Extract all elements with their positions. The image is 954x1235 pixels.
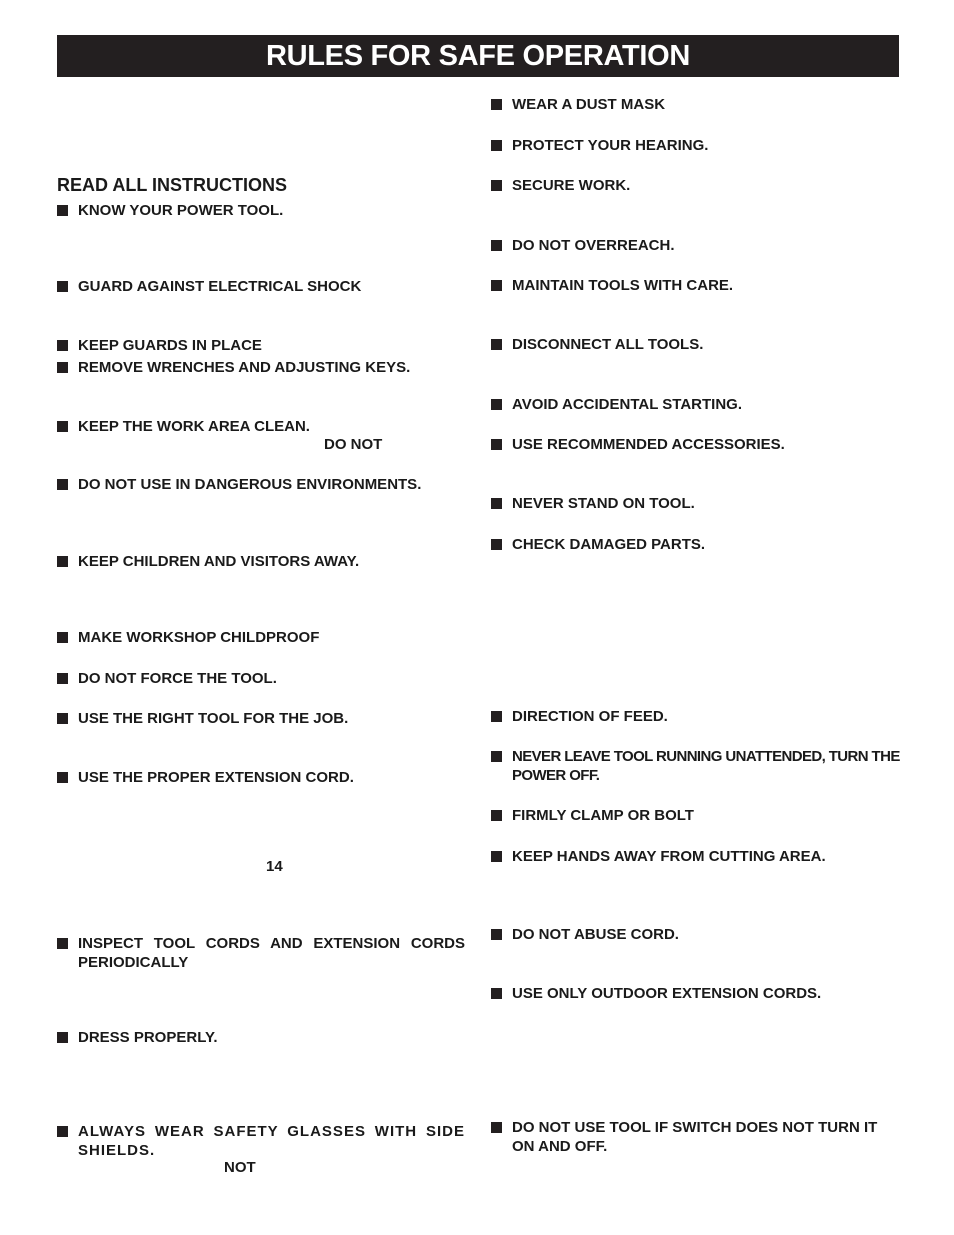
list-item-label: USE THE RIGHT TOOL FOR THE JOB. bbox=[78, 710, 349, 727]
list-item bbox=[57, 553, 465, 572]
list-item-label: KEEP THE WORK AREA CLEAN. bbox=[78, 418, 310, 435]
square-bullet-icon bbox=[57, 713, 68, 724]
list-item-label: REMOVE WRENCHES AND ADJUSTING KEYS. bbox=[78, 359, 411, 376]
square-bullet-icon bbox=[491, 140, 502, 151]
square-bullet-icon bbox=[491, 810, 502, 821]
list-item-label: DRESS PROPERLY. bbox=[78, 1029, 218, 1046]
square-bullet-icon bbox=[57, 362, 68, 373]
list-item-label: INSPECT TOOL CORDS AND EXTENSION CORDS PERIODICALLY bbox=[78, 935, 465, 971]
list-item-label: USE RECOMMENDED ACCESSORIES. bbox=[512, 436, 785, 453]
list-item bbox=[491, 96, 901, 115]
list-item-label: USE ONLY OUTDOOR EXTENSION CORDS. bbox=[512, 985, 822, 1002]
list-item bbox=[491, 137, 901, 156]
square-bullet-icon bbox=[57, 673, 68, 684]
list-item bbox=[491, 177, 901, 196]
square-bullet-icon bbox=[491, 539, 502, 550]
list-item-label: DO NOT ABUSE CORD. bbox=[512, 926, 679, 943]
list-item bbox=[491, 336, 901, 355]
list-item-label: SECURE WORK. bbox=[512, 177, 631, 194]
list-item bbox=[57, 670, 465, 689]
list-item bbox=[491, 237, 901, 256]
square-bullet-icon bbox=[491, 439, 502, 450]
list-item bbox=[491, 396, 901, 415]
list-item bbox=[491, 926, 901, 945]
square-bullet-icon bbox=[491, 851, 502, 862]
square-bullet-icon bbox=[57, 479, 68, 490]
list-item-label: DO NOT USE TOOL IF SWITCH DOES NOT TURN IT ON AND OFF. bbox=[512, 1119, 878, 1155]
list-item bbox=[57, 935, 465, 972]
gauge-number-fragment: 14 bbox=[266, 858, 283, 875]
square-bullet-icon bbox=[491, 929, 502, 940]
square-bullet-icon bbox=[57, 340, 68, 351]
list-item-label: DIRECTION OF FEED. bbox=[512, 708, 668, 725]
list-item-label: MAINTAIN TOOLS WITH CARE. bbox=[512, 277, 734, 294]
list-item bbox=[491, 848, 901, 867]
list-item-label: PROTECT YOUR HEARING. bbox=[512, 137, 709, 154]
list-item bbox=[491, 436, 901, 455]
square-bullet-icon bbox=[57, 556, 68, 567]
list-item bbox=[491, 807, 901, 826]
list-item bbox=[57, 278, 465, 297]
list-item-label: CHECK DAMAGED PARTS. bbox=[512, 536, 706, 553]
square-bullet-icon bbox=[491, 498, 502, 509]
section-heading: READ ALL INSTRUCTIONS bbox=[57, 175, 288, 195]
list-item-label: DO NOT FORCE THE TOOL. bbox=[78, 670, 277, 687]
list-item-label: NEVER LEAVE TOOL RUNNING UNATTENDED, TURN THE POWER OFF. bbox=[512, 748, 900, 784]
do-not-fragment: DO NOT bbox=[324, 436, 383, 453]
list-item-label: MAKE WORKSHOP CHILDPROOF bbox=[78, 629, 320, 646]
square-bullet-icon bbox=[57, 421, 68, 432]
square-bullet-icon bbox=[491, 399, 502, 410]
list-item bbox=[57, 629, 465, 648]
list-item-label: KEEP GUARDS IN PLACE bbox=[78, 337, 262, 354]
list-item bbox=[57, 476, 465, 495]
list-item bbox=[491, 495, 901, 514]
list-item bbox=[57, 769, 465, 788]
square-bullet-icon bbox=[491, 751, 502, 762]
square-bullet-icon bbox=[57, 938, 68, 949]
list-item bbox=[57, 337, 465, 356]
not-fragment: NOT bbox=[224, 1159, 256, 1176]
square-bullet-icon bbox=[57, 281, 68, 292]
square-bullet-icon bbox=[491, 99, 502, 110]
square-bullet-icon bbox=[491, 180, 502, 191]
list-item-label: FIRMLY CLAMP OR BOLT bbox=[512, 807, 694, 824]
square-bullet-icon bbox=[57, 632, 68, 643]
square-bullet-icon bbox=[491, 1122, 502, 1133]
list-item bbox=[491, 708, 901, 727]
list-item bbox=[57, 1123, 465, 1160]
list-item bbox=[57, 418, 465, 437]
list-item-label: NEVER STAND ON TOOL. bbox=[512, 495, 695, 512]
list-item-label: USE THE PROPER EXTENSION CORD. bbox=[78, 769, 354, 786]
list-item bbox=[57, 710, 465, 729]
square-bullet-icon bbox=[491, 988, 502, 999]
square-bullet-icon bbox=[491, 711, 502, 722]
page-title: RULES FOR SAFE OPERATION bbox=[265, 39, 691, 72]
list-item bbox=[57, 202, 465, 221]
list-item-label: KEEP HANDS AWAY FROM CUTTING AREA. bbox=[512, 848, 826, 865]
list-item-label: DO NOT USE IN DANGEROUS ENVIRONMENTS. bbox=[78, 476, 422, 493]
list-item-label: DISCONNECT ALL TOOLS. bbox=[512, 336, 704, 353]
list-item-label: GUARD AGAINST ELECTRICAL SHOCK bbox=[78, 278, 362, 295]
square-bullet-icon bbox=[57, 1032, 68, 1043]
list-item-label: WEAR A DUST MASK bbox=[512, 96, 666, 113]
list-item bbox=[491, 985, 901, 1004]
square-bullet-icon bbox=[57, 772, 68, 783]
page-title-banner bbox=[57, 35, 899, 77]
list-item bbox=[491, 277, 901, 296]
square-bullet-icon bbox=[57, 1126, 68, 1137]
list-item-label: AVOID ACCIDENTAL STARTING. bbox=[512, 396, 742, 413]
square-bullet-icon bbox=[57, 205, 68, 216]
square-bullet-icon bbox=[491, 339, 502, 350]
list-item bbox=[491, 536, 901, 555]
list-item-label: KNOW YOUR POWER TOOL. bbox=[78, 202, 284, 219]
list-item-label: ALWAYS WEAR SAFETY GLASSES WITH SIDE SHIELDS. bbox=[78, 1123, 465, 1159]
list-item bbox=[491, 748, 901, 785]
list-item-label: KEEP CHILDREN AND VISITORS AWAY. bbox=[78, 553, 360, 570]
list-item bbox=[57, 1029, 465, 1048]
list-item-label: DO NOT OVERREACH. bbox=[512, 237, 675, 254]
list-item bbox=[491, 1119, 901, 1156]
list-item bbox=[57, 359, 465, 378]
square-bullet-icon bbox=[491, 280, 502, 291]
square-bullet-icon bbox=[491, 240, 502, 251]
